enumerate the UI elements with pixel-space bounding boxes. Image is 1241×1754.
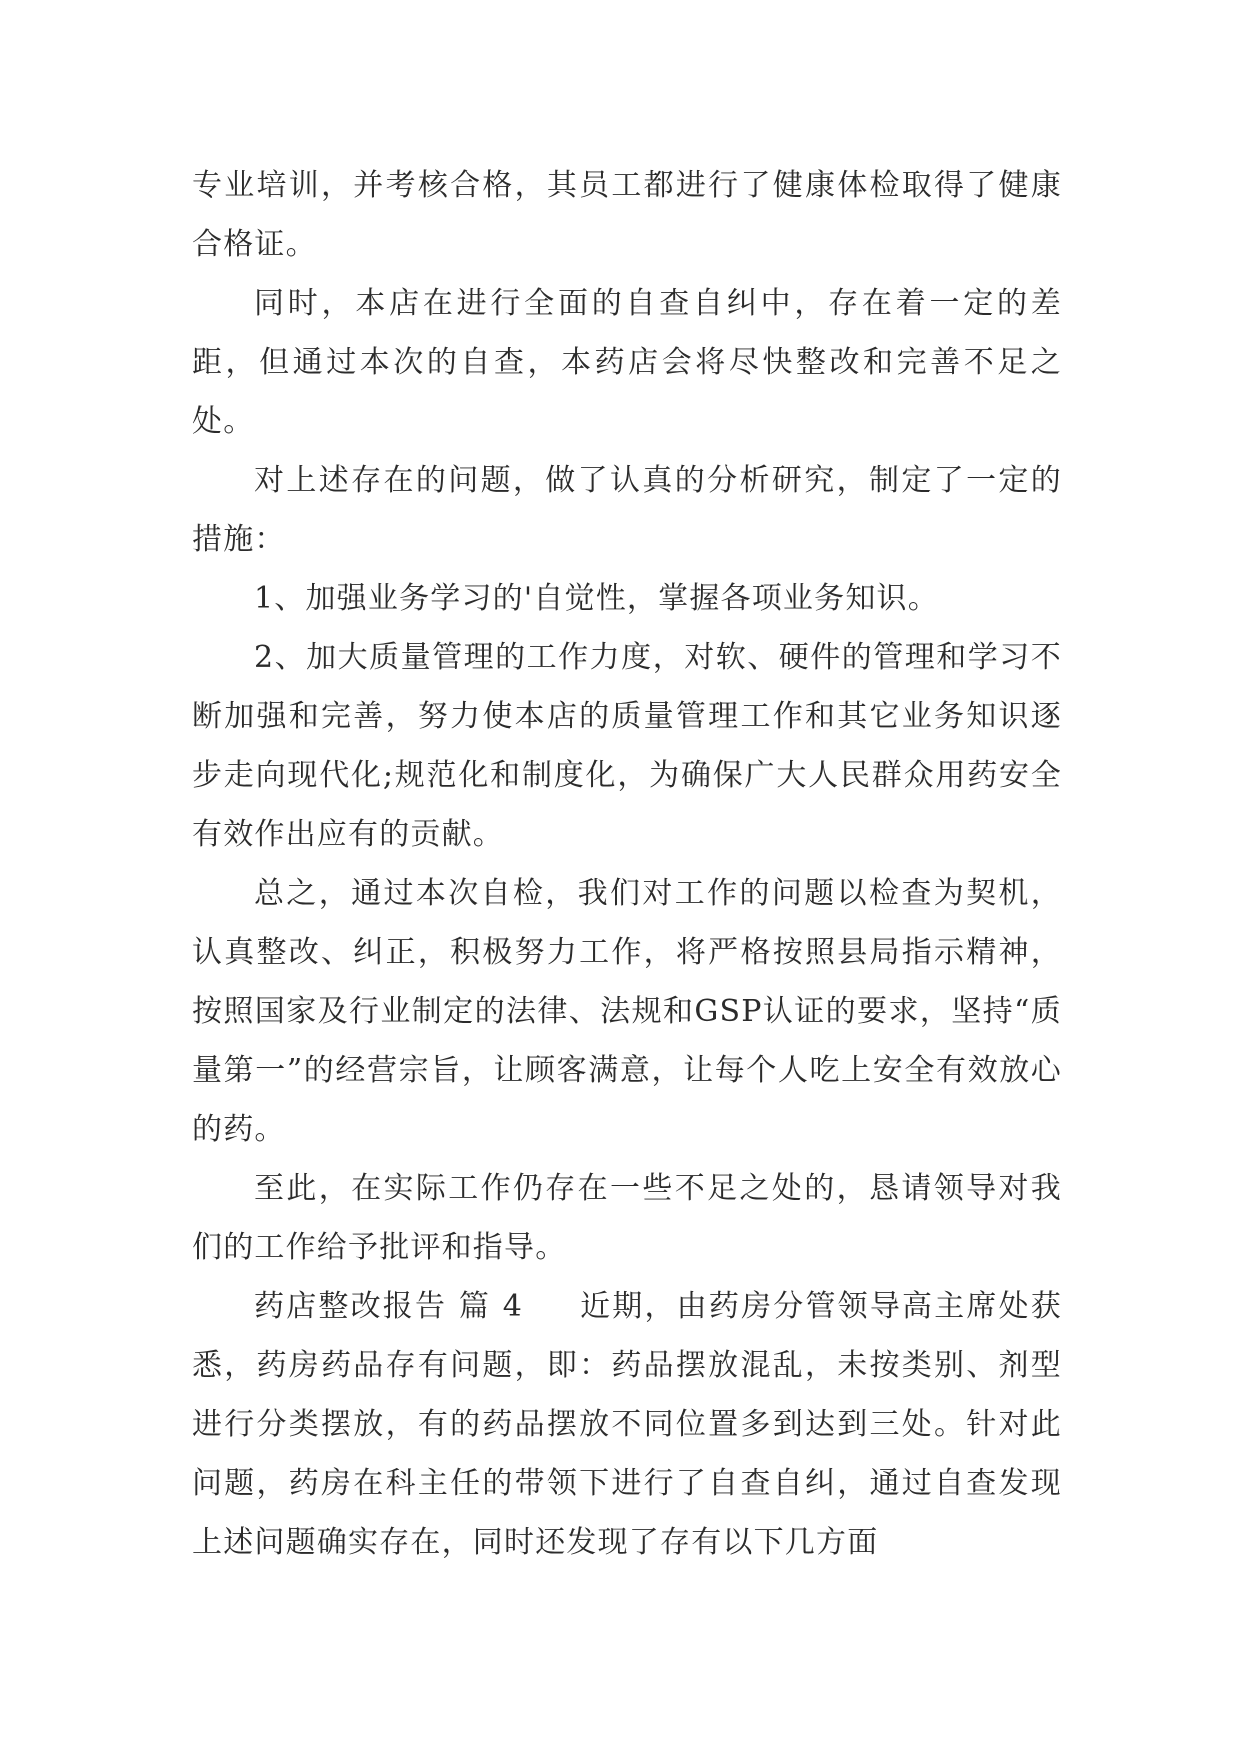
- paragraph: 同时，本店在进行全面的自查自纠中，存在着一定的差距，但通过本次的自查，本药店会将尽快整改和完善不足之处。: [192, 286, 1062, 439]
- section-text: 近期，由药房分管领导高主席处获悉，药房药品存有问题，即：药品摆放混乱，未按类别、剂型进行分类摆放，有的药品摆放不同位置多到达到三处。针对此问题，药房在科主任的带领下进行了自查自纠，通过自查发现上述问题确实存在，同时还发现了存有以下几方面: [192, 1289, 1063, 1560]
- paragraph: 专业培训，并考核合格，其员工都进行了健康体检取得了健康合格证。: [192, 168, 1062, 262]
- paragraph: 至此，在实际工作仍存在一些不足之处的，恳请领导对我们的工作给予批评和指导。: [192, 1171, 1062, 1265]
- list-item: 2、加大质量管理的工作力度，对软、硬件的管理和学习不断加强和完善，努力使本店的质量管理工作和其它业务知识逐步走向现代化;规范化和制度化，为确保广大人民群众用药安全有效作出应有的贡献。: [192, 640, 1062, 852]
- section-heading: 药店整改报告 篇 4: [254, 1289, 524, 1324]
- paragraph: 总之，通过本次自检，我们对工作的问题以检查为契机，认真整改、纠正，积极努力工作，将严格按照县局指示精神，按照国家及行业制定的法律、法规和GSP认证的要求，坚持“质量第一”的经营宗旨，让顾客满意，让每个人吃上安全有效放心的药。: [192, 876, 1062, 1147]
- document-body: [192, 156, 1062, 1572]
- paragraph: 对上述存在的问题，做了认真的分析研究，制定了一定的措施：: [192, 463, 1062, 557]
- section-paragraph: [192, 1277, 1062, 1572]
- list-item: 1、加强业务学习的'自觉性，掌握各项业务知识。: [254, 581, 939, 616]
